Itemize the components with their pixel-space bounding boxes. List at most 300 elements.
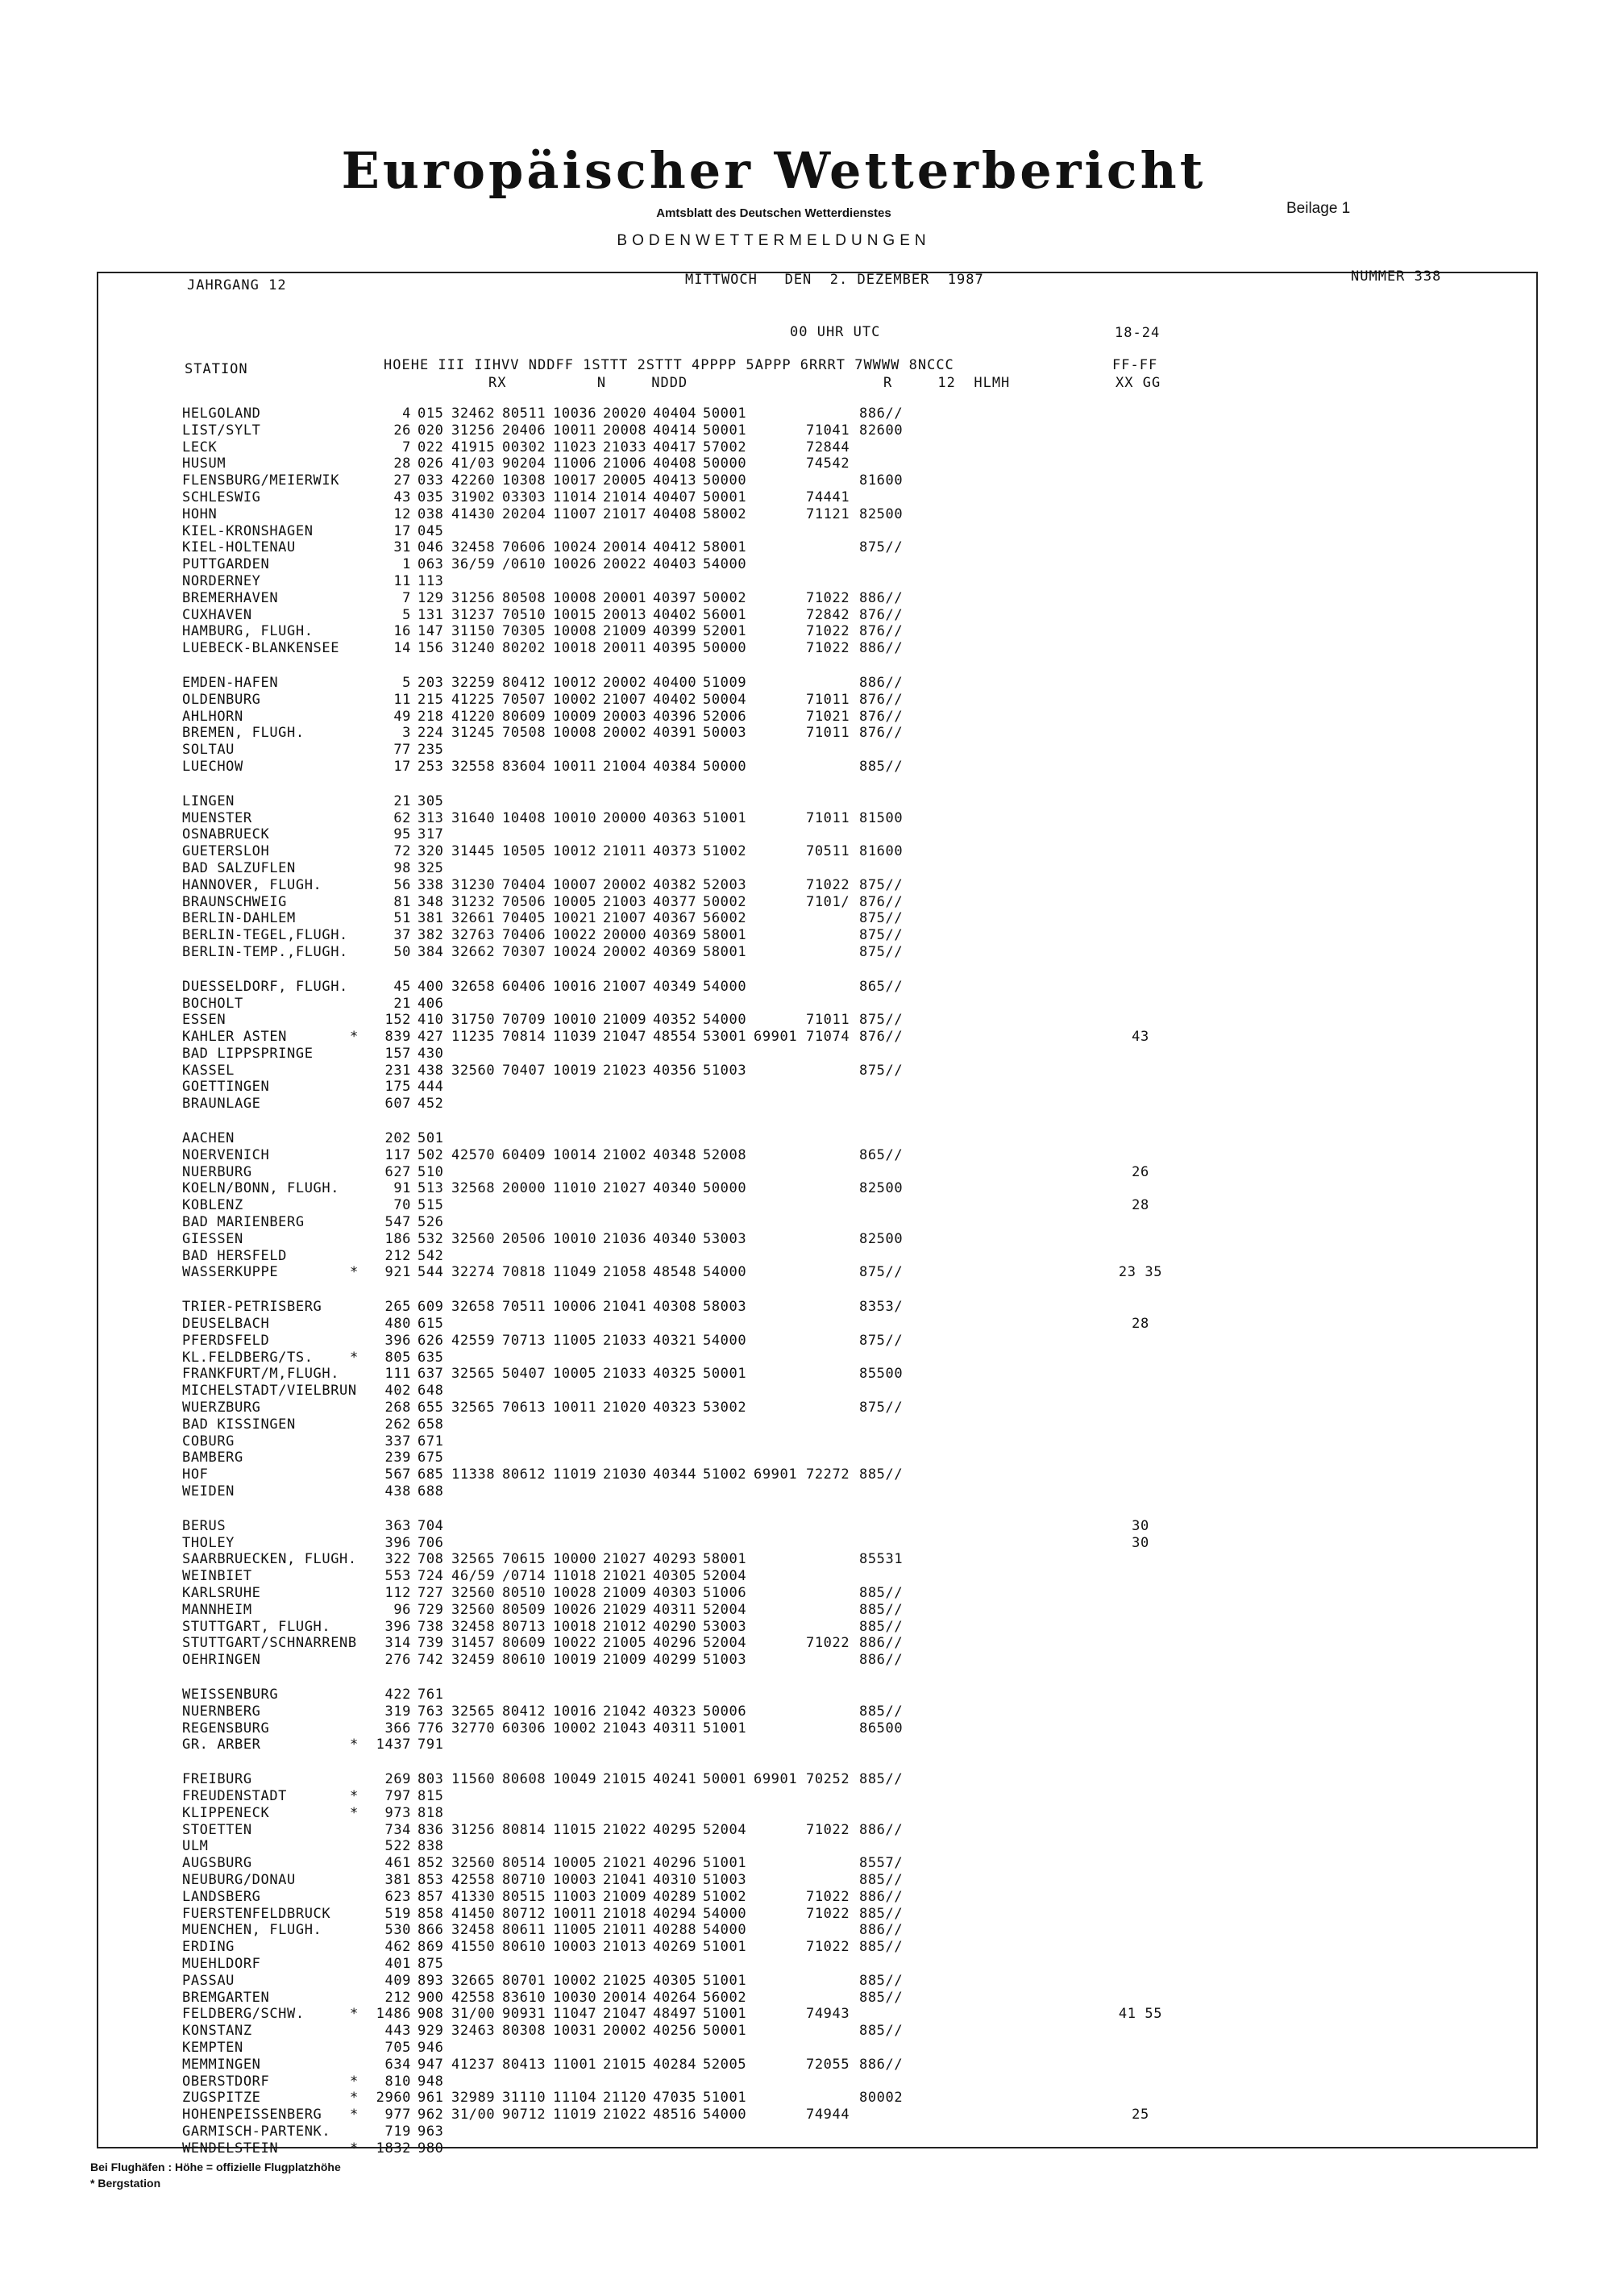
cell-f3: 32462 <box>451 406 496 422</box>
cell-station: WEISSENBURG <box>182 1686 279 1703</box>
cell-hoehe: 11 <box>393 691 411 708</box>
cell-f8: 50000 <box>703 640 747 657</box>
cell-f11: 81500 <box>859 809 904 826</box>
cell-f8: 52005 <box>703 2056 747 2073</box>
cell-f7: 40311 <box>653 1720 697 1737</box>
cell-f4: 90204 <box>502 455 546 472</box>
cell-f5: 11003 <box>553 1888 597 1905</box>
cell-iii: 803 <box>418 1771 444 1788</box>
table-row <box>0 1264 1612 1281</box>
table-row <box>0 1316 1612 1333</box>
cell-hoehe: 337 <box>384 1433 411 1450</box>
group-spacer <box>0 1500 1612 1518</box>
column-header-codes-2a: RX N NDDD <box>488 375 688 391</box>
cell-f11: 82500 <box>859 1230 904 1247</box>
table-row <box>0 1197 1612 1214</box>
column-header-codes-2b: R 12 HLMH <box>883 375 1011 391</box>
cell-f6: 20020 <box>603 406 647 422</box>
cell-f5: 11010 <box>553 1180 597 1197</box>
table-row <box>0 1079 1612 1096</box>
table-row <box>0 1602 1612 1619</box>
cell-iii: 858 <box>418 1905 444 1922</box>
cell-hoehe: 396 <box>384 1618 411 1635</box>
cell-f11: 8557/ <box>859 1855 904 1872</box>
cell-star: * <box>350 1787 359 1804</box>
cell-f11: 85531 <box>859 1551 904 1568</box>
table-row <box>0 793 1612 810</box>
cell-station: REGENSBURG <box>182 1720 270 1737</box>
cell-iii: 427 <box>418 1029 444 1046</box>
cell-f4: 80511 <box>502 406 546 422</box>
cell-f4: 70818 <box>502 1264 546 1281</box>
cell-iii: 502 <box>418 1146 444 1163</box>
cell-iii: 648 <box>418 1383 444 1400</box>
cell-f5: 10022 <box>553 1635 597 1652</box>
cell-hoehe: 72 <box>393 843 411 860</box>
cell-f6: 20008 <box>603 422 647 439</box>
cell-station: OBERSTDORF <box>182 2073 270 2090</box>
cell-f6: 21015 <box>603 2056 647 2073</box>
cell-f4: 50407 <box>502 1366 546 1383</box>
cell-station: NORDERNEY <box>182 572 261 589</box>
cell-station: GUETERSLOH <box>182 843 270 860</box>
cell-f4: 70407 <box>502 1062 546 1079</box>
cell-hoehe: 734 <box>384 1821 411 1838</box>
cell-f11: 876// <box>859 691 904 708</box>
cell-f3: 11560 <box>451 1771 496 1788</box>
cell-station: LIST/SYLT <box>182 422 261 439</box>
cell-f11: 885// <box>859 758 904 775</box>
cell-iii: 038 <box>418 505 444 522</box>
table-row <box>0 640 1612 657</box>
cell-hoehe: 797 <box>384 1787 411 1804</box>
cell-iii: 655 <box>418 1400 444 1416</box>
cell-f3: 31640 <box>451 809 496 826</box>
cell-station: MEMMINGEN <box>182 2056 261 2073</box>
cell-f7: 48516 <box>653 2107 697 2123</box>
cell-hoehe: 51 <box>393 910 411 927</box>
cell-f3: 32662 <box>451 943 496 960</box>
cell-hoehe: 396 <box>384 1332 411 1349</box>
cell-f3: 31/00 <box>451 2107 496 2123</box>
cell-f4: 00302 <box>502 439 546 455</box>
cell-station: BERLIN-TEMP.,FLUGH. <box>182 943 348 960</box>
cell-hoehe: 276 <box>384 1652 411 1669</box>
cell-iii: 818 <box>418 1804 444 1821</box>
cell-f6: 21047 <box>603 2006 647 2023</box>
cell-f8: 53003 <box>703 1230 747 1247</box>
cell-ff: 25 <box>1132 2107 1149 2123</box>
table-row <box>0 826 1612 843</box>
cell-f3: 41225 <box>451 691 496 708</box>
cell-f6: 21018 <box>603 1905 647 1922</box>
table-row <box>0 1483 1612 1500</box>
cell-f8: 51001 <box>703 809 747 826</box>
cell-f4: 70307 <box>502 943 546 960</box>
group-spacer <box>0 776 1612 793</box>
cell-f6: 21005 <box>603 1635 647 1652</box>
cell-hoehe: 553 <box>384 1568 411 1585</box>
cell-f7: 40363 <box>653 809 697 826</box>
cell-hoehe: 111 <box>384 1366 411 1383</box>
cell-iii: 609 <box>418 1299 444 1316</box>
cell-f8: 51001 <box>703 1720 747 1737</box>
cell-station: KARLSRUHE <box>182 1585 261 1601</box>
cell-iii: 852 <box>418 1855 444 1872</box>
cell-hoehe: 43 <box>393 489 411 505</box>
cell-f7: 40399 <box>653 623 697 640</box>
cell-iii: 544 <box>418 1264 444 1281</box>
cell-hoehe: 634 <box>384 2056 411 2073</box>
cell-iii: 406 <box>418 995 444 1012</box>
cell-iii: 384 <box>418 943 444 960</box>
cell-f3: 41/03 <box>451 455 496 472</box>
table-row <box>0 1652 1612 1669</box>
cell-f5: 10002 <box>553 691 597 708</box>
cell-station: OEHRINGEN <box>182 1652 261 1669</box>
cell-iii: 961 <box>418 2090 444 2107</box>
cell-f6: 21021 <box>603 1568 647 1585</box>
cell-f3: 41237 <box>451 2056 496 2073</box>
cell-f4: 60406 <box>502 978 546 995</box>
cell-f11: 876// <box>859 623 904 640</box>
cell-f6: 20013 <box>603 606 647 623</box>
table-row <box>0 2057 1612 2073</box>
cell-f5: 10018 <box>553 640 597 657</box>
cell-f8: 52001 <box>703 623 747 640</box>
table-row <box>0 2140 1612 2157</box>
cell-f6: 21043 <box>603 1720 647 1737</box>
cell-hoehe: 26 <box>393 422 411 439</box>
cell-f3: 31256 <box>451 589 496 606</box>
cell-station: BRAUNLAGE <box>182 1096 261 1113</box>
cell-f5: 10016 <box>553 1703 597 1720</box>
cell-f7: 40408 <box>653 455 697 472</box>
cell-f8: 54000 <box>703 2107 747 2123</box>
cell-f7: 40349 <box>653 978 697 995</box>
cell-station: KIEL-KRONSHAGEN <box>182 522 314 539</box>
cell-f7: 40311 <box>653 1601 697 1618</box>
table-row <box>0 1822 1612 1839</box>
cell-f4: 80412 <box>502 674 546 691</box>
cell-f6: 21027 <box>603 1180 647 1197</box>
cell-f11: 876// <box>859 1029 904 1046</box>
table-row <box>0 1805 1612 1822</box>
cell-f7: 40269 <box>653 1939 697 1956</box>
cell-f4: 80413 <box>502 2056 546 2073</box>
cell-hoehe: 17 <box>393 758 411 775</box>
cell-f7: 40289 <box>653 1888 697 1905</box>
cell-hoehe: 175 <box>384 1079 411 1096</box>
cell-station: KONSTANZ <box>182 2023 252 2040</box>
table-row <box>0 725 1612 742</box>
cell-iii: 542 <box>418 1247 444 1264</box>
table-row <box>0 455 1612 472</box>
cell-f5: 10010 <box>553 809 597 826</box>
cell-star: * <box>350 1029 359 1046</box>
cell-f3: 36/59 <box>451 556 496 573</box>
cell-iii: 866 <box>418 1922 444 1939</box>
cell-f8: 53002 <box>703 1400 747 1416</box>
cell-star: * <box>350 1264 359 1281</box>
cell-f5: 11018 <box>553 1568 597 1585</box>
cell-f3: 42260 <box>451 472 496 489</box>
cell-f4: 70613 <box>502 1400 546 1416</box>
issue-number: NUMMER 338 <box>1351 268 1442 285</box>
cell-f11: 8353/ <box>859 1299 904 1316</box>
cell-f10: 71074 <box>806 1029 850 1046</box>
cell-f4: 80612 <box>502 1466 546 1483</box>
cell-iii: 635 <box>418 1349 444 1366</box>
table-row <box>0 1046 1612 1063</box>
cell-station: SCHLESWIG <box>182 489 261 505</box>
cell-f6: 21015 <box>603 1771 647 1788</box>
cell-f3: 32459 <box>451 1652 496 1669</box>
cell-iii: 513 <box>418 1180 444 1197</box>
cell-hoehe: 381 <box>384 1871 411 1888</box>
cell-hoehe: 839 <box>384 1029 411 1046</box>
cell-station: GIESSEN <box>182 1230 243 1247</box>
cell-iii: 430 <box>418 1045 444 1062</box>
cell-f4: 31110 <box>502 2090 546 2107</box>
cell-station: WEINBIET <box>182 1568 252 1585</box>
cell-iii: 963 <box>418 2123 444 2140</box>
cell-f7: 40293 <box>653 1551 697 1568</box>
table-row <box>0 742 1612 759</box>
cell-iii: 685 <box>418 1466 444 1483</box>
cell-hoehe: 49 <box>393 708 411 725</box>
cell-hoehe: 1832 <box>376 2140 411 2157</box>
cell-f5: 10000 <box>553 1551 597 1568</box>
cell-f8: 58002 <box>703 505 747 522</box>
cell-f6: 21007 <box>603 691 647 708</box>
table-row <box>0 1838 1612 1855</box>
cell-star: * <box>350 1349 359 1366</box>
cell-f8: 50006 <box>703 1703 747 1720</box>
cell-f4: 80610 <box>502 1652 546 1669</box>
cell-f8: 53003 <box>703 1618 747 1635</box>
cell-f11: 875// <box>859 1400 904 1416</box>
cell-f11: 85500 <box>859 1366 904 1383</box>
cell-f4: 80509 <box>502 1601 546 1618</box>
table-row <box>0 675 1612 692</box>
cell-f6: 20011 <box>603 640 647 657</box>
cell-f4: 10408 <box>502 809 546 826</box>
cell-f7: 40352 <box>653 1012 697 1029</box>
cell-iii: 317 <box>418 826 444 843</box>
cell-station: GARMISCH-PARTENK. <box>182 2123 331 2140</box>
cell-f10: 71022 <box>806 589 850 606</box>
cell-f3: 32560 <box>451 1062 496 1079</box>
table-row <box>0 2073 1612 2090</box>
cell-f4: 90931 <box>502 2006 546 2023</box>
cell-f7: 40323 <box>653 1400 697 1416</box>
cell-iii: 156 <box>418 640 444 657</box>
cell-station: MUENCHEN, FLUGH. <box>182 1922 322 1939</box>
cell-f4: 70507 <box>502 691 546 708</box>
cell-f7: 40369 <box>653 943 697 960</box>
cell-f5: 11019 <box>553 1466 597 1483</box>
table-row <box>0 1956 1612 1973</box>
group-spacer <box>0 657 1612 675</box>
cell-f7: 47035 <box>653 2090 697 2107</box>
cell-f5: 10030 <box>553 1989 597 2006</box>
supplement-label: Beilage 1 <box>1286 200 1351 217</box>
cell-f8: 52004 <box>703 1568 747 1585</box>
cell-f8: 57002 <box>703 439 747 455</box>
cell-hoehe: 202 <box>384 1130 411 1147</box>
cell-f7: 40402 <box>653 606 697 623</box>
cell-f5: 10026 <box>553 1601 597 1618</box>
table-row <box>0 1687 1612 1703</box>
cell-hoehe: 186 <box>384 1230 411 1247</box>
cell-station: MUEHLDORF <box>182 1955 261 1972</box>
cell-f7: 40391 <box>653 725 697 742</box>
table-row <box>0 1299 1612 1316</box>
cell-f8: 52004 <box>703 1635 747 1652</box>
cell-hoehe: 231 <box>384 1062 411 1079</box>
column-header-station: STATION <box>185 361 248 377</box>
cell-station: MUENSTER <box>182 809 252 826</box>
cell-f4: 80308 <box>502 2023 546 2040</box>
cell-f10: 70511 <box>806 843 850 860</box>
cell-f7: 48548 <box>653 1264 697 1281</box>
cell-station: NOERVENICH <box>182 1146 270 1163</box>
cell-f3: 31232 <box>451 893 496 910</box>
cell-hoehe: 50 <box>393 943 411 960</box>
cell-hoehe: 12 <box>393 505 411 522</box>
cell-iii: 791 <box>418 1737 444 1753</box>
cell-station: BAD HERSFELD <box>182 1247 288 1264</box>
cell-f3: 32458 <box>451 1922 496 1939</box>
cell-f4: 90712 <box>502 2107 546 2123</box>
cell-f3: 32665 <box>451 1972 496 1989</box>
cell-f10: 71011 <box>806 1012 850 1029</box>
cell-hoehe: 152 <box>384 1012 411 1029</box>
cell-hoehe: 627 <box>384 1163 411 1180</box>
cell-f3: 11338 <box>451 1466 496 1483</box>
cell-iii: 045 <box>418 522 444 539</box>
cell-hoehe: 98 <box>393 859 411 876</box>
cell-f7: 40384 <box>653 758 697 775</box>
cell-iii: 869 <box>418 1939 444 1956</box>
cell-f3: 32568 <box>451 1180 496 1197</box>
cell-f5: 10014 <box>553 1146 597 1163</box>
cell-iii: 761 <box>418 1686 444 1703</box>
cell-f6: 21022 <box>603 2107 647 2123</box>
table-row <box>0 1551 1612 1568</box>
cell-f8: 50003 <box>703 725 747 742</box>
cell-f8: 50001 <box>703 489 747 505</box>
cell-f8: 58001 <box>703 927 747 944</box>
cell-f5: 10019 <box>553 1652 597 1669</box>
cell-station: HELGOLAND <box>182 406 261 422</box>
cell-hoehe: 422 <box>384 1686 411 1703</box>
cell-f11: 886// <box>859 1888 904 1905</box>
cell-f4: 70615 <box>502 1551 546 1568</box>
volume-label: JAHRGANG 12 <box>187 277 287 293</box>
cell-f3: 42559 <box>451 1332 496 1349</box>
cell-iii: 776 <box>418 1720 444 1737</box>
cell-station: BERUS <box>182 1517 226 1534</box>
cell-f5: 10031 <box>553 2023 597 2040</box>
cell-iii: 438 <box>418 1062 444 1079</box>
cell-f3: 31457 <box>451 1635 496 1652</box>
cell-hoehe: 719 <box>384 2123 411 2140</box>
cell-f6: 21009 <box>603 1585 647 1601</box>
cell-station: ULM <box>182 1838 209 1855</box>
cell-iii: 727 <box>418 1585 444 1601</box>
cell-f11: 886// <box>859 674 904 691</box>
cell-f10: 72844 <box>806 439 850 455</box>
cell-f10: 74943 <box>806 2006 850 2023</box>
cell-f4: 10308 <box>502 472 546 489</box>
table-row <box>0 1063 1612 1079</box>
cell-f7: 40382 <box>653 876 697 893</box>
cell-ff: 23 35 <box>1118 1264 1163 1281</box>
cell-f6: 20002 <box>603 725 647 742</box>
cell-f11: 885// <box>859 1703 904 1720</box>
table-row <box>0 979 1612 996</box>
cell-f5: 10028 <box>553 1585 597 1601</box>
cell-f7: 40264 <box>653 1989 697 2006</box>
cell-iii: 035 <box>418 489 444 505</box>
cell-f7: 40397 <box>653 589 697 606</box>
cell-hoehe: 31 <box>393 539 411 556</box>
table-row <box>0 523 1612 540</box>
cell-f5: 10022 <box>553 927 597 944</box>
cell-hoehe: 11 <box>393 572 411 589</box>
cell-f5: 10011 <box>553 758 597 775</box>
cell-iii: 742 <box>418 1652 444 1669</box>
observation-time: 00 UHR UTC <box>790 324 881 340</box>
cell-station: EMDEN-HAFEN <box>182 674 279 691</box>
cell-f8: 50001 <box>703 1771 747 1788</box>
cell-f8: 51001 <box>703 2090 747 2107</box>
cell-f5: 10026 <box>553 556 597 573</box>
cell-star: * <box>350 1804 359 1821</box>
cell-station: KEMPTEN <box>182 2039 243 2056</box>
cell-f8: 52003 <box>703 876 747 893</box>
cell-f3: 41430 <box>451 505 496 522</box>
group-spacer <box>0 961 1612 979</box>
cell-f10: 74542 <box>806 455 850 472</box>
cell-hoehe: 1486 <box>376 2006 411 2023</box>
cell-iii: 348 <box>418 893 444 910</box>
cell-hoehe: 117 <box>384 1146 411 1163</box>
cell-f3: 32658 <box>451 1299 496 1316</box>
cell-f8: 56002 <box>703 910 747 927</box>
table-row <box>0 1568 1612 1585</box>
cell-iii: 510 <box>418 1163 444 1180</box>
cell-iii: 671 <box>418 1433 444 1450</box>
cell-f11: 865// <box>859 1146 904 1163</box>
table-row <box>0 539 1612 556</box>
cell-f11: 885// <box>859 1601 904 1618</box>
cell-f6: 21009 <box>603 1012 647 1029</box>
cell-station: BAD KISSINGEN <box>182 1416 296 1433</box>
cell-f6: 20001 <box>603 589 647 606</box>
cell-station: ERDING <box>182 1939 235 1956</box>
cell-iii: 738 <box>418 1618 444 1635</box>
cell-f11: 80002 <box>859 2090 904 2107</box>
table-row <box>0 1147 1612 1164</box>
cell-star: * <box>350 2140 359 2157</box>
cell-station: FREIBURG <box>182 1771 252 1788</box>
cell-f8: 50000 <box>703 472 747 489</box>
table-row <box>0 1619 1612 1636</box>
cell-f11: 82500 <box>859 1180 904 1197</box>
